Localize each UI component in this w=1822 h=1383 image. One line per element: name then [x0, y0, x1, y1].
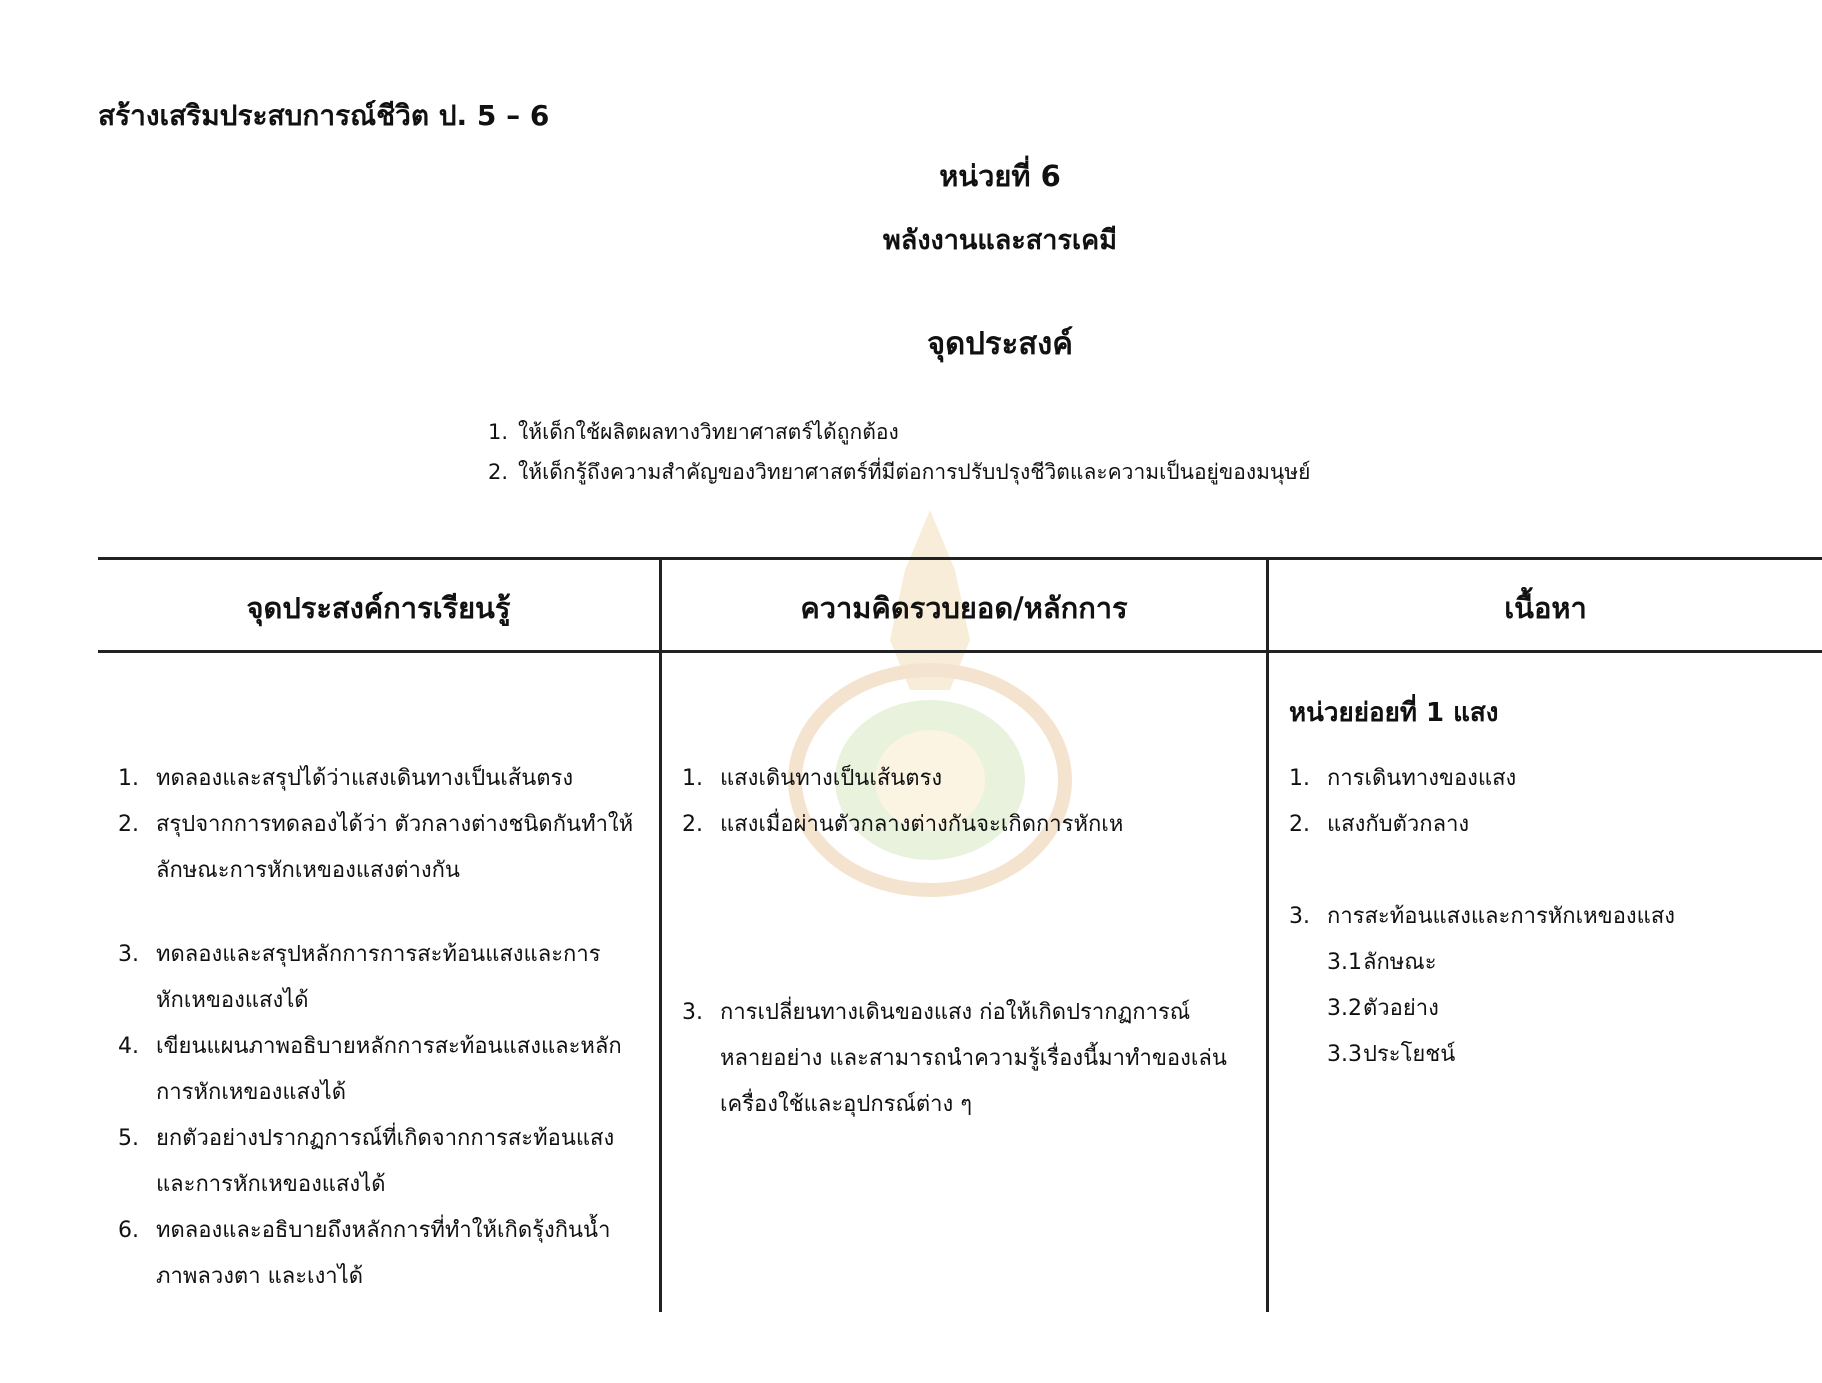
item-text: ลักษณะ	[1363, 950, 1437, 975]
item-text: แสงกับตัวกลาง	[1327, 812, 1470, 837]
item-text: การสะท้อนแสงและการหักเหของแสง	[1327, 904, 1675, 929]
item-text: เขียนแผนภาพอธิบายหลักการสะท้อนแสงและหลักการหักเหของแสงได้	[156, 1034, 622, 1105]
item-number: 3.	[682, 1000, 703, 1025]
sub-list-item	[1289, 1032, 1809, 1078]
item-number: 2.	[682, 812, 703, 837]
item-number: 3.2	[1327, 996, 1362, 1021]
item-number: 2.	[118, 812, 139, 837]
item-text: สรุปจากการทดลองได้ว่า ตัวกลางต่างชนิดกันทำให้ลักษณะการหักเหของแสงต่างกัน	[156, 812, 634, 883]
item-number: 2.	[1289, 812, 1310, 837]
running-head: สร้างเสริมประสบการณ์ชีวิต ป. 5 – 6	[98, 99, 550, 132]
objectives-section-title: จุดประสงค์	[926, 326, 1074, 362]
unit-title: หน่วยที่ 6	[939, 159, 1061, 193]
sub-list-item	[1289, 986, 1809, 1032]
list-item	[682, 802, 1234, 848]
item-text: ให้เด็กรู้ถึงความสำคัญของวิทยาศาสตร์ที่มีต่อการปรับปรุงชีวิตและความเป็นอยู่ของมนุษย์	[518, 460, 1311, 484]
item-text: การเดินทางของแสง	[1327, 766, 1517, 791]
item-text: ทดลองและสรุปหลักการการสะท้อนแสงและการหักเหของแสงได้	[156, 942, 601, 1013]
unit-subtitle: พลังงานและสารเคมี	[882, 225, 1117, 256]
column-header-content: เนื้อหา	[1504, 591, 1587, 625]
item-number: 3.	[1289, 904, 1310, 929]
item-text: แสงเมื่อผ่านตัวกลางต่างกันจะเกิดการหักเห	[720, 812, 1124, 837]
item-text: ให้เด็กใช้ผลิตผลทางวิทยาศาสตร์ได้ถูกต้อง	[518, 420, 899, 444]
item-number: 3.3	[1327, 1042, 1362, 1067]
table-header-rule	[98, 650, 1822, 653]
item-number: 6.	[118, 1218, 139, 1243]
item-number: 3.	[118, 942, 139, 967]
item-number: 4.	[118, 1034, 139, 1059]
objectives-list	[488, 412, 1310, 492]
item-text: ประโยชน์	[1363, 1042, 1456, 1067]
item-number: 2.	[488, 460, 509, 484]
column-divider	[1266, 557, 1269, 1312]
item-number: 5.	[118, 1126, 139, 1151]
list-item	[1289, 894, 1809, 940]
list-item	[1289, 802, 1809, 848]
list-item	[118, 1024, 638, 1116]
learning-objectives-list	[118, 756, 638, 1300]
list-item	[118, 1116, 638, 1208]
list-item	[488, 452, 1310, 492]
item-text: ทดลองและอธิบายถึงหลักการที่ทำให้เกิดรุ้งกินน้ำ ภาพลวงตา และเงาได้	[156, 1218, 611, 1289]
item-text: ทดลองและสรุปได้ว่าแสงเดินทางเป็นเส้นตรง	[156, 766, 574, 791]
list-item	[118, 802, 638, 894]
item-number: 1.	[488, 420, 509, 444]
column-header-learning-objectives: จุดประสงค์การเรียนรู้	[246, 591, 511, 625]
item-text: การเปลี่ยนทางเดินของแสง ก่อให้เกิดปรากฏการณ์หลายอย่าง และสามารถนำความรู้เรื่องนี้มาทำของเล่น เครื่องใช้และอุปกรณ์ต่าง ๆ	[720, 1000, 1227, 1117]
list-item	[1289, 756, 1809, 802]
table-top-rule	[98, 557, 1822, 560]
item-number: 1.	[118, 766, 139, 791]
item-text: ยกตัวอย่างปรากฏการณ์ที่เกิดจากการสะท้อนแสงและการหักเหของแสงได้	[156, 1126, 615, 1197]
list-item	[118, 932, 638, 1024]
item-number: 3.1	[1327, 950, 1362, 975]
item-number: 1.	[1289, 766, 1310, 791]
column-divider	[659, 557, 662, 1312]
column-header-concepts: ความคิดรวบยอด/หลักการ	[800, 591, 1128, 625]
list-item	[118, 756, 638, 802]
list-item	[682, 990, 1234, 1128]
subunit-title: หน่วยย่อยที่ 1 แสง	[1289, 698, 1499, 728]
item-number: 1.	[682, 766, 703, 791]
list-item	[682, 756, 1234, 802]
sub-list-item	[1289, 940, 1809, 986]
item-text: ตัวอย่าง	[1363, 996, 1439, 1021]
list-item	[118, 1208, 638, 1300]
concepts-list	[682, 756, 1234, 1128]
item-text: แสงเดินทางเป็นเส้นตรง	[720, 766, 943, 791]
list-item	[488, 412, 1310, 452]
content-list	[1289, 756, 1809, 1078]
